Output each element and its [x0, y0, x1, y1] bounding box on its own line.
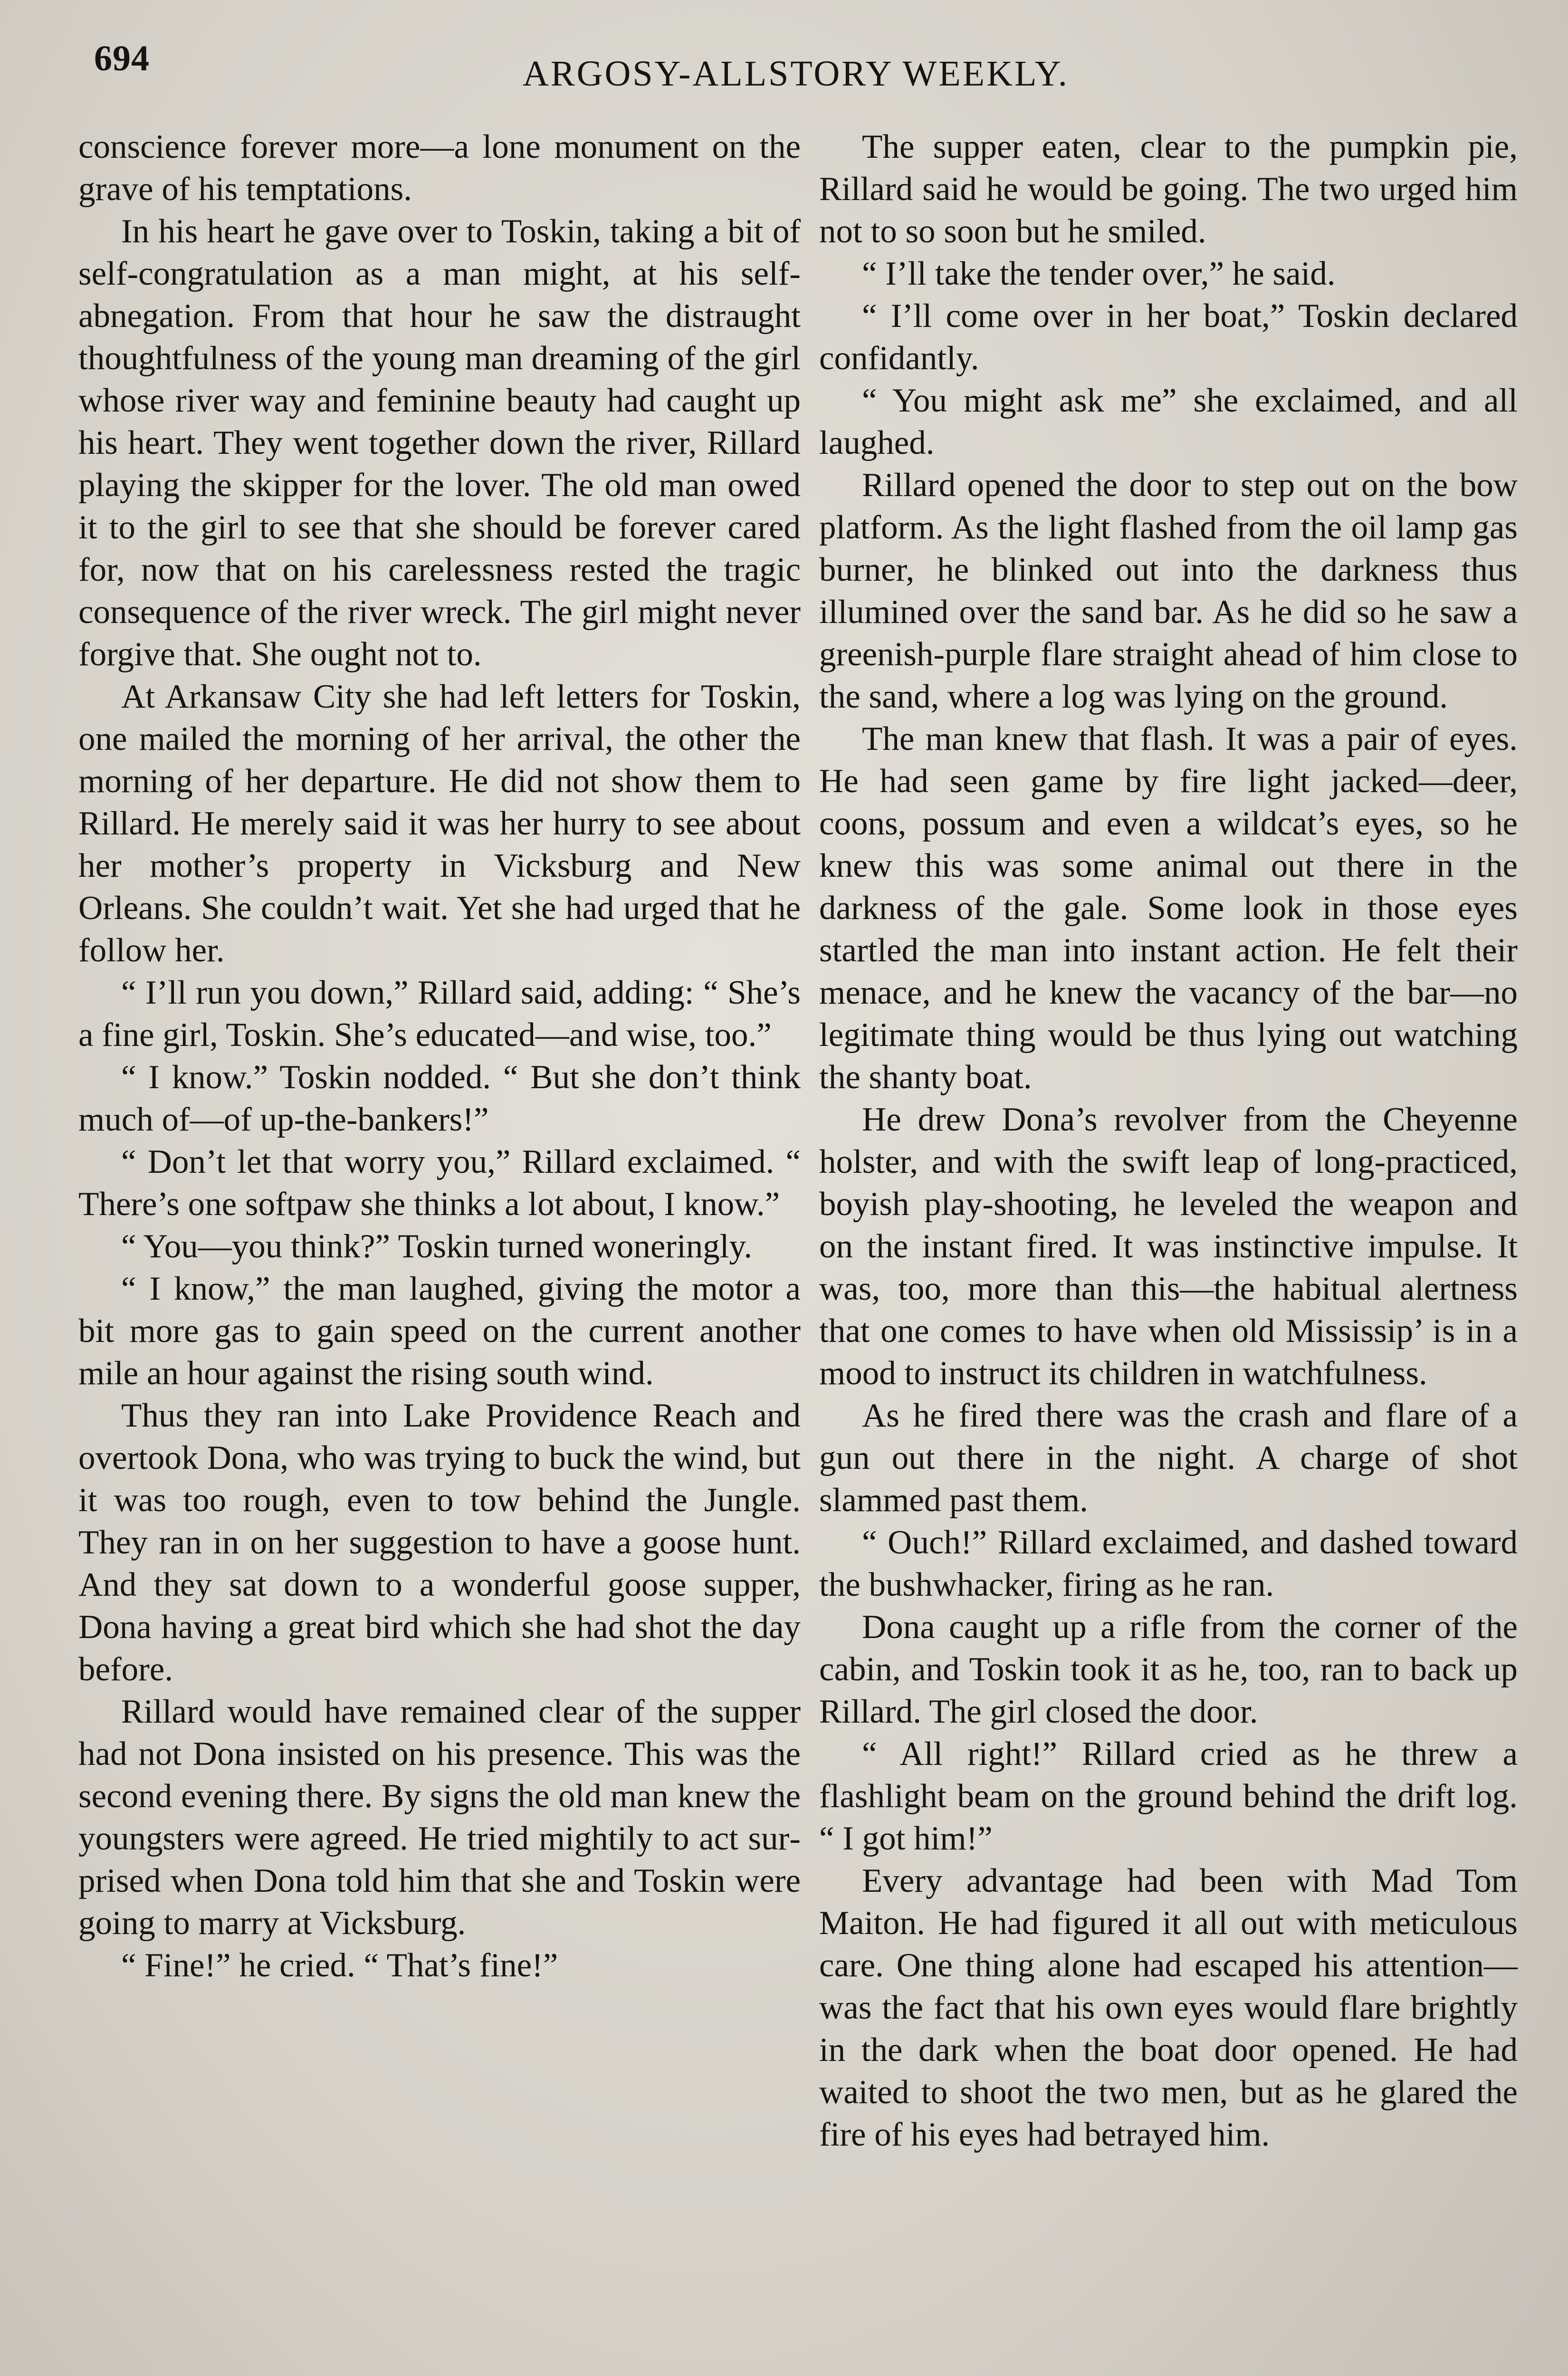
paragraph: He drew Dona’s revolver from the Cheyenne holster, and with the swift leap of long-practiced, boyish play-shooting, he leveled the weapon and on the instant fired. It was instinctive impulse. It was, too, more than this—the habitual alertness that one comes to have when old Mississip’ is in a mood to instruct its children in watchfulness. [819, 1101, 1518, 1392]
page-number: 694 [94, 38, 150, 78]
paragraph: The man knew that flash. It was a pair of eyes. He had seen game by fire light jacked—deer, coons, possum and even a wildcat’s eyes, so he knew this was some animal out there in the darkness of the gale. Some look in those eyes startled the man into instant action. He felt their menace, and he knew the vacancy of the bar—no legitimate thing would be thus lying out watching the shanty boat. [819, 720, 1518, 1096]
paragraph: As he fired there was the crash and flare of a gun out there in the night. A charge of shot slammed past them. [819, 1397, 1518, 1519]
paragraph: Rillard opened the door to step out on the bow platform. As the light flashed from the oil lamp gas burner, he blinked out into the darkness thus illumined over the sand bar. As he did so he saw a greenish-purple flare straight ahead of him close to the sand, where a log was lying on the ground. [819, 467, 1518, 715]
paragraph: conscience forever more—a lone monument on the grave of his temptations. [78, 128, 801, 208]
paragraph: “ All right!” Rillard cried as he threw a flashlight beam on the ground behind the drift log. “ I got him!” [819, 1735, 1518, 1857]
right-column [819, 126, 1518, 2156]
paragraph: “ I’ll come over in her boat,” Toskin declared confidantly. [819, 297, 1518, 377]
paragraph: “ Ouch!” Rillard exclaimed, and dashed toward the bushwhacker, firing as he ran. [819, 1524, 1518, 1603]
paragraph: Thus they ran into Lake Providence Reach and overtook Dona, who was trying to buck the wind, but it was too rough, even to tow behind the Jungle. They ran in on her suggestion to have a goose hunt. And they sat down to a wonderful goose supper, Dona having a great bird which she had shot the day before. [78, 1397, 801, 1688]
left-column [78, 126, 801, 1987]
paragraph: “ You might ask me” she exclaimed, and all laughed. [819, 382, 1518, 461]
paragraph: “ I know.” Toskin nodded. “ But she don’t think much of—of up-the-bankers!” [78, 1059, 801, 1138]
paragraph: “ I’ll run you down,” Rillard said, adding: “ She’s a fine girl, Toskin. She’s educated—and wise, too.” [78, 974, 801, 1054]
paragraph: The supper eaten, clear to the pumpkin pie, Rillard said he would be going. The two urged him not to so soon but he smiled. [819, 128, 1518, 250]
paragraph: At Arkansaw City she had left letters for Toskin, one mailed the morning of her arrival, the other the morning of her departure. He did not show them to Rillard. He merely said it was her hurry to see about her mother’s property in Vicksburg and New Orleans. She couldn’t wait. Yet she had urged that he follow her. [78, 678, 801, 969]
paragraph: “ I know,” the man laughed, giving the motor a bit more gas to gain speed on the current another mile an hour against the rising south wind. [78, 1270, 801, 1392]
paragraph: “ You—you think?” Toskin turned woneringly. [121, 1228, 753, 1265]
paragraph: Rillard would have remained clear of the supper had not Dona insisted on his presence. This was the second evening there. By signs the old man knew the youngsters were agreed. He tried mightily to act surprised when Dona told him that she and Toskin were going to marry at Vicksburg. [78, 1693, 801, 1942]
running-head: ARGOSY-ALLSTORY WEEKLY. [523, 54, 1069, 94]
paragraph: In his heart he gave over to Toskin, taking a bit of self-congratulation as a man might, at his self-abnegation. From that hour he saw the distraught thoughtfulness of the young man dreaming of the girl whose river way and feminine beauty had caught up his heart. They went together down the river, Rillard playing the skipper for the lover. The old man owed it to the girl to see that she should be forever cared for, now that on his carelessness rested the tragic consequence of the river wreck. The girl might never forgive that. She ought not to. [78, 213, 801, 673]
paragraph: “ I’ll take the tender over,” he said. [862, 255, 1336, 292]
paragraph: Dona caught up a rifle from the corner of the cabin, and Toskin took it as he, too, ran to back up Rillard. The girl closed the door. [819, 1609, 1518, 1730]
paragraph: “ Fine!” he cried. “ That’s fine!” [121, 1947, 558, 1984]
paragraph: Every advantage had been with Mad Tom Maiton. He had figured it all out with meticulous care. One thing alone had escaped his attention—was the fact that his own eyes would flare brightly in the dark when the boat door opened. He had waited to shoot the two men, but as he glared the fire of his eyes had betrayed him. [819, 1862, 1518, 2153]
paragraph: “ Don’t let that worry you,” Rillard exclaimed. “ There’s one softpaw she thinks a lot about, I know.” [78, 1143, 801, 1223]
